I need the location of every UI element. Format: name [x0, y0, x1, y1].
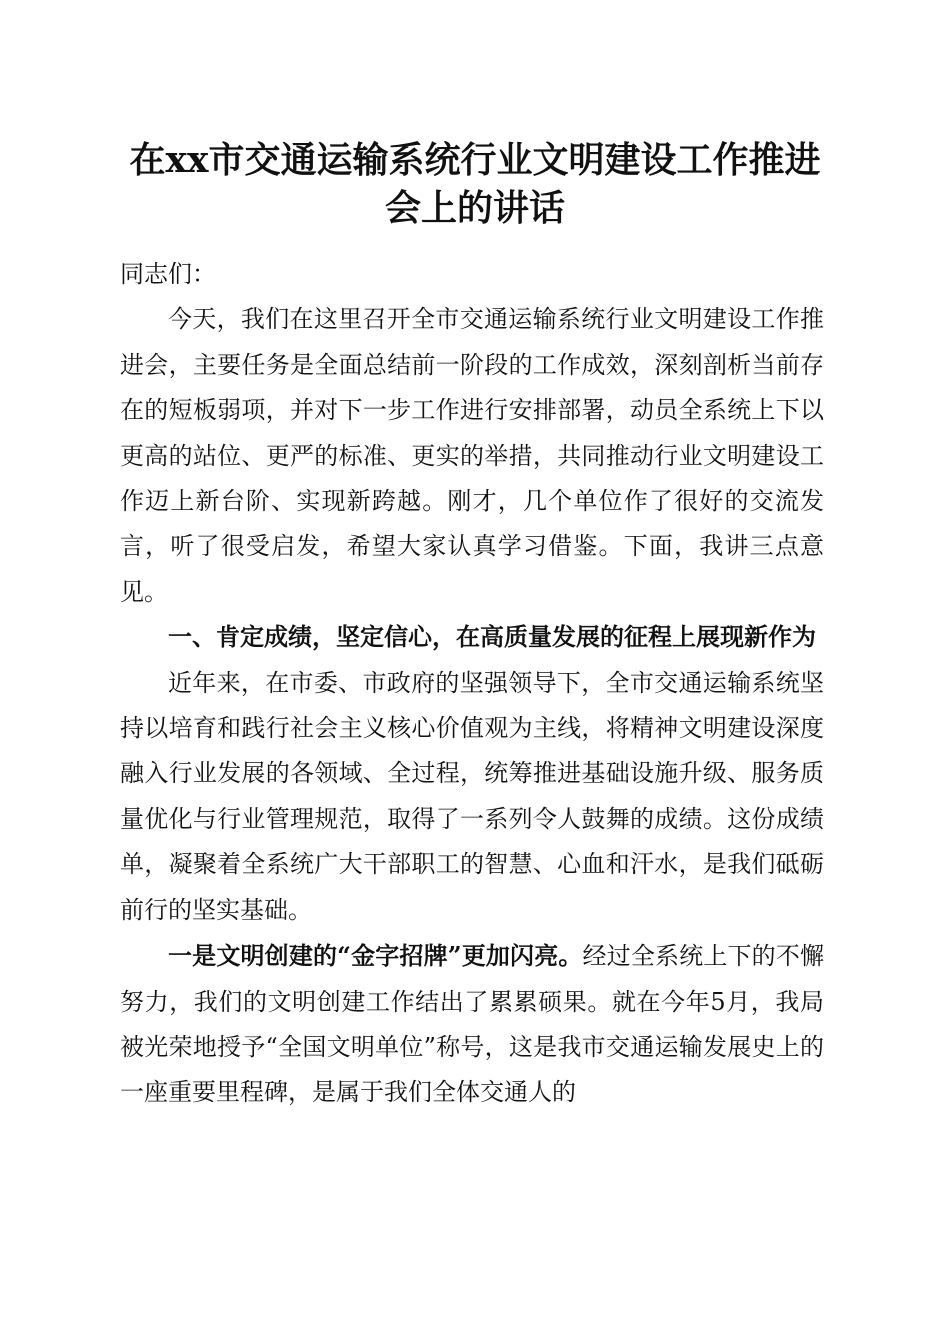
section-1-heading: 一、肯定成绩，坚定信心，在高质量发展的征程上展现新作为	[168, 623, 816, 652]
section-1-paragraph: 近年来，在市委、市政府的坚强领导下，全市交通运输系统坚持以培育和践行社会主义核心价值观为主线，将精神文明建设深度融入行业发展的各领域、全过程，统筹推进基础设施升级、服务质量优化与行业管理规范，取得了一系列令人鼓舞的成绩。这份成绩单，凝聚着全系统广大干部职工的智慧、心血和汗水，是我们砥砺前行的坚实基础。	[120, 668, 824, 924]
greeting: 同志们：	[120, 260, 216, 288]
title-line-1: 在xx市交通运输系统行业文明建设工作推进	[129, 139, 821, 181]
point-1-lead: 一是文明创建的“金字招牌”更加闪亮。	[168, 941, 583, 971]
document-title	[118, 136, 832, 232]
document-body	[120, 252, 824, 1116]
title-line-2: 会上的讲话	[384, 187, 565, 229]
point-1-body: 经过全系统上下的不懈努力，我们的文明创建工作结出了累累硕果。就在今年5月，我局被光荣地授予“全国文明单位”称号，这是我市交通运输发展史上的一座重要里程碑，是属于我们全体交通人的	[120, 942, 825, 1107]
point-1-paragraph	[120, 933, 824, 1116]
intro-paragraph: 今天，我们在这里召开全市交通运输系统行业文明建设工作推进会，主要任务是全面总结前一阶段的工作成效，深刻剖析当前存在的短板弱项，并对下一步工作进行安排部署，动员全系统上下以更高的站位、更严的标准、更实的举措，共同推动行业文明建设工作迈上新台阶、实现新跨越。刚才，几个单位作了很好的交流发言，听了很受启发，希望大家认真学习借鉴。下面，我讲三点意见。	[120, 305, 824, 606]
